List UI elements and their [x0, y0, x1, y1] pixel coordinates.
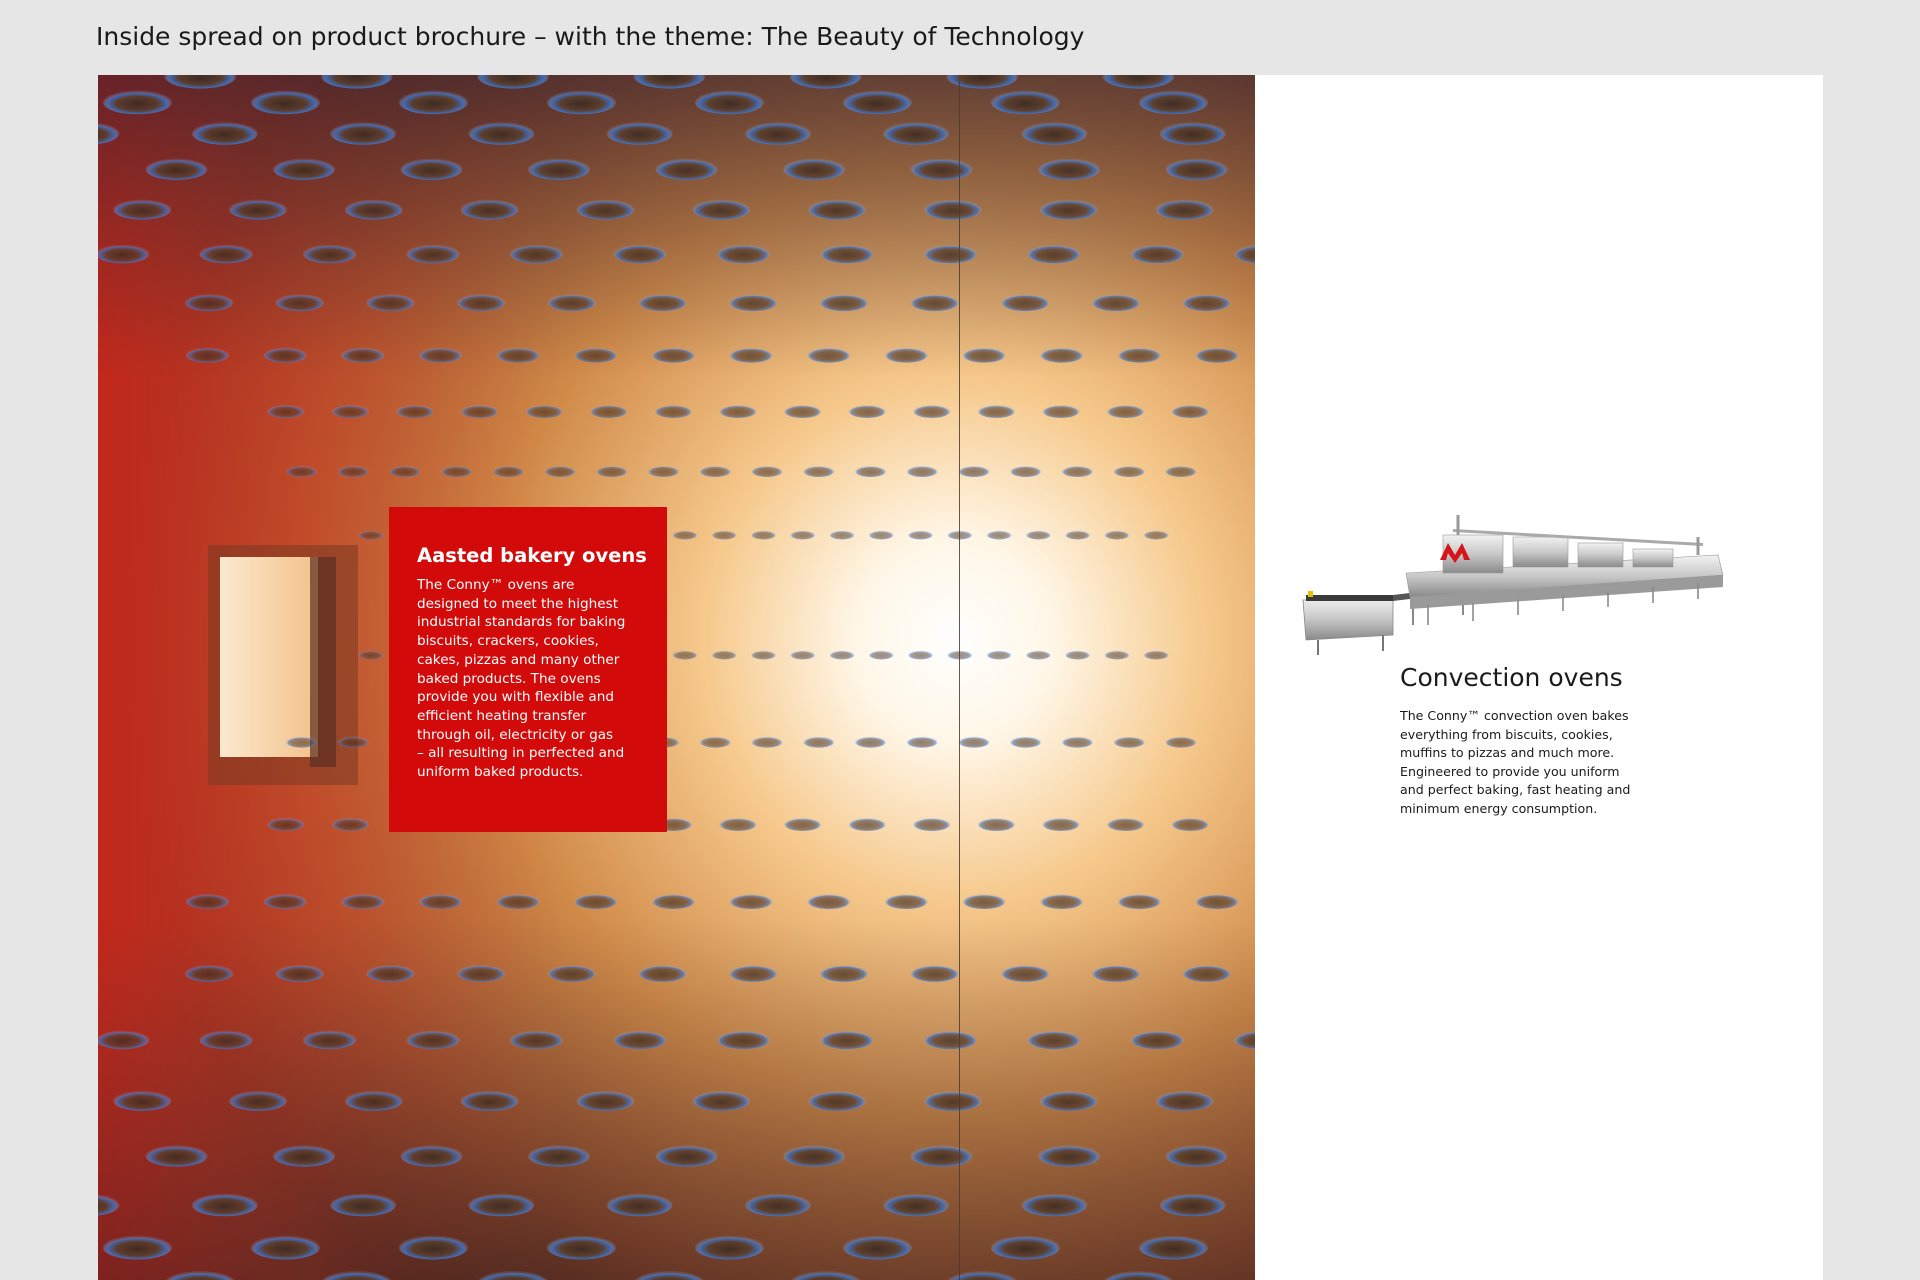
perforation-hole	[1114, 737, 1145, 748]
perforation-hole	[185, 965, 234, 982]
perforation-hole	[576, 1091, 634, 1111]
perforation-hole	[924, 1031, 978, 1050]
perforation-hole	[1156, 1091, 1214, 1111]
perforation-hole	[820, 245, 874, 264]
perforation-hole	[607, 1194, 673, 1217]
perforation-hole	[1165, 466, 1196, 477]
perforation-hole	[911, 159, 973, 180]
perforation-hole	[468, 122, 534, 145]
perforation-hole	[1160, 1194, 1226, 1217]
perforation-hole	[1042, 818, 1080, 831]
perforation-hole	[1010, 737, 1041, 748]
perforation-hole	[907, 466, 938, 477]
perforation-hole	[911, 1145, 973, 1166]
perforation-hole	[991, 91, 1060, 115]
perforation-hole	[461, 405, 499, 418]
perforation-hole	[1026, 531, 1051, 540]
perforation-hole	[338, 737, 369, 748]
brochure-caption: Inside spread on product brochure – with the theme: The Beauty of Technology	[96, 22, 1085, 51]
perforation-hole	[406, 1031, 460, 1050]
perforation-hole	[547, 1236, 616, 1260]
perforation-hole	[590, 405, 628, 418]
perforation-hole	[1027, 245, 1081, 264]
perforation-hole	[493, 466, 524, 477]
perforation-hole	[1062, 737, 1093, 748]
product-body: The Conny™ convection oven bakes everything from biscuits, cookies, muffins to pizzas and much more. Engineered to provide you uniform and perfect baking, fast heating and minimum energy consumption.	[1400, 708, 1631, 816]
page-gutter	[959, 75, 960, 1280]
perforation-hole	[1038, 159, 1100, 180]
perforation-hole	[1040, 348, 1083, 363]
perforation-hole	[400, 1145, 462, 1166]
perforation-hole	[784, 405, 822, 418]
perforation-hole	[700, 737, 731, 748]
perforation-hole	[1144, 531, 1169, 540]
perforation-hole	[1182, 965, 1231, 982]
perforation-hole	[1118, 348, 1161, 363]
perforation-hole	[1022, 122, 1088, 145]
perforation-hole	[544, 466, 575, 477]
perforation-hole	[251, 1236, 320, 1260]
perforation-hole	[186, 894, 229, 909]
perforation-hole	[199, 1031, 253, 1050]
perforation-hole	[978, 818, 1016, 831]
perforation-hole	[885, 348, 928, 363]
perforation-hole	[399, 1236, 468, 1260]
perforation-hole	[656, 159, 718, 180]
perforation-hole	[962, 894, 1005, 909]
perforation-hole	[399, 91, 468, 115]
perforation-hole	[869, 651, 894, 660]
perforation-hole	[652, 894, 695, 909]
perforation-hole	[848, 405, 886, 418]
perforation-hole	[717, 245, 771, 264]
perforation-hole	[913, 405, 951, 418]
oven-interior-photo	[98, 75, 1255, 1280]
perforation-hole	[186, 348, 229, 363]
perforation-hole	[1195, 894, 1238, 909]
perforation-hole	[345, 200, 403, 220]
perforation-hole	[273, 1145, 335, 1166]
perforation-hole	[332, 818, 370, 831]
perforation-hole	[751, 651, 776, 660]
perforation-hole	[848, 818, 886, 831]
perforation-hole	[843, 91, 912, 115]
perforation-hole	[745, 122, 811, 145]
perforation-hole	[1062, 466, 1093, 477]
perforation-hole	[548, 965, 597, 982]
perforation-hole	[613, 245, 667, 264]
perforation-hole	[910, 965, 959, 982]
perforation-hole	[273, 159, 335, 180]
perforation-hole	[267, 405, 305, 418]
perforation-hole	[1027, 1031, 1081, 1050]
perforation-hole	[695, 1236, 764, 1260]
perforation-hole	[1001, 965, 1050, 982]
perforation-hole	[695, 91, 764, 115]
perforation-hole	[729, 294, 778, 311]
perforation-hole	[103, 1236, 172, 1260]
perforation-hole	[991, 1236, 1060, 1260]
perforation-hole	[1010, 466, 1041, 477]
perforation-hole	[907, 737, 938, 748]
perforation-hole	[855, 466, 886, 477]
perforation-hole	[400, 159, 462, 180]
perforation-hole	[908, 651, 933, 660]
perforation-hole	[1104, 531, 1129, 540]
perforation-hole	[229, 1091, 287, 1111]
perforation-hole	[729, 894, 772, 909]
perforation-hole	[528, 159, 590, 180]
perforation-hole	[924, 245, 978, 264]
perforation-hole	[1171, 818, 1209, 831]
perforation-hole	[596, 466, 627, 477]
perforation-hole	[461, 1091, 519, 1111]
perforation-hole	[366, 294, 415, 311]
perforation-hole	[229, 200, 287, 220]
perforation-hole	[655, 405, 693, 418]
perforation-hole	[1144, 651, 1169, 660]
perforation-hole	[1026, 651, 1051, 660]
perforation-hole	[192, 1194, 258, 1217]
perforation-hole	[510, 1031, 564, 1050]
perforation-hole	[286, 466, 317, 477]
perforation-hole	[783, 159, 845, 180]
perforation-hole	[1065, 651, 1090, 660]
perforation-hole	[803, 737, 834, 748]
perforation-hole	[885, 894, 928, 909]
perforation-hole	[607, 122, 673, 145]
perforation-hole	[978, 405, 1016, 418]
perforation-hole	[910, 294, 959, 311]
perforation-hole	[574, 894, 617, 909]
perforation-hole	[510, 245, 564, 264]
perforation-hole	[1038, 1145, 1100, 1166]
perforation-hole	[1040, 200, 1098, 220]
perforation-hole	[1001, 294, 1050, 311]
perforation-hole	[547, 91, 616, 115]
perforation-hole	[1195, 348, 1238, 363]
perforation-hole	[286, 737, 317, 748]
perforation-hole	[264, 894, 307, 909]
perforation-hole	[790, 531, 815, 540]
perforation-hole	[497, 348, 540, 363]
perforation-hole	[1022, 1194, 1088, 1217]
perforation-hole	[358, 651, 383, 660]
perforation-hole	[264, 348, 307, 363]
perforation-hole	[457, 965, 506, 982]
perforation-hole	[332, 405, 370, 418]
perforation-hole	[1114, 466, 1145, 477]
perforation-hole	[820, 294, 869, 311]
perforation-hole	[358, 531, 383, 540]
perforation-hole	[924, 200, 982, 220]
perforation-hole	[869, 531, 894, 540]
perforation-hole	[958, 737, 989, 748]
perforation-hole	[808, 1091, 866, 1111]
perforation-hole	[267, 818, 305, 831]
perforation-hole	[712, 651, 737, 660]
perforation-hole	[807, 894, 850, 909]
perforation-hole	[883, 122, 949, 145]
perforation-hole	[345, 1091, 403, 1111]
perforation-hole	[729, 965, 778, 982]
perforation-hole	[341, 894, 384, 909]
perforation-hole	[751, 737, 782, 748]
perforation-hole	[419, 894, 462, 909]
perforation-hole	[958, 466, 989, 477]
perforation-hole	[908, 531, 933, 540]
perforation-hole	[574, 348, 617, 363]
perforation-hole	[1139, 1236, 1208, 1260]
perforation-hole	[987, 531, 1012, 540]
perforation-hole	[924, 1091, 982, 1111]
perforation-hole	[962, 348, 1005, 363]
perforation-hole	[913, 818, 951, 831]
perforation-hole	[457, 294, 506, 311]
perforation-hole	[784, 818, 822, 831]
perforation-hole	[441, 466, 472, 477]
perforation-hole	[1165, 737, 1196, 748]
perforation-hole	[468, 1194, 534, 1217]
perforation-hole	[1131, 1031, 1185, 1050]
perforation-hole	[1104, 651, 1129, 660]
perforation-hole	[855, 737, 886, 748]
perforation-hole	[672, 531, 697, 540]
perforation-hole	[103, 91, 172, 115]
perforation-hole	[751, 466, 782, 477]
perforation-hole	[275, 965, 324, 982]
perforation-hole	[1042, 405, 1080, 418]
perforation-hole	[808, 200, 866, 220]
perforation-hole	[672, 651, 697, 660]
perforation-hole	[1107, 818, 1145, 831]
product-title: Convection ovens	[1400, 663, 1623, 692]
perforation-hole	[199, 245, 253, 264]
perforation-hole	[113, 200, 171, 220]
perforation-hole	[745, 1194, 811, 1217]
perforation-hole	[341, 348, 384, 363]
perforation-hole	[145, 159, 207, 180]
perforation-hole	[1156, 200, 1214, 220]
perforation-hole	[843, 1236, 912, 1260]
brochure-spread	[98, 75, 1823, 1280]
perforation-hole	[1118, 894, 1161, 909]
perforation-hole	[338, 466, 369, 477]
perforation-hole	[712, 531, 737, 540]
perforation-hole	[1065, 531, 1090, 540]
perforation-hole	[1171, 405, 1209, 418]
perforation-hole	[1092, 294, 1141, 311]
perforation-hole	[1107, 405, 1145, 418]
perforation-hole	[790, 651, 815, 660]
perforation-hole	[648, 466, 679, 477]
perforation-hole	[751, 531, 776, 540]
perforation-hole	[396, 405, 434, 418]
perforation-hole	[830, 531, 855, 540]
perforation-hole	[251, 91, 320, 115]
perforation-hole	[528, 1145, 590, 1166]
perforation-hole	[613, 1031, 667, 1050]
perforation-hole	[98, 245, 149, 264]
perforation-hole	[419, 348, 462, 363]
perforation-hole	[1131, 245, 1185, 264]
perforation-hole	[783, 1145, 845, 1166]
perforation-hole	[330, 1194, 396, 1217]
intro-title: Aasted bakery ovens	[417, 544, 647, 567]
perforation-hole	[98, 1031, 149, 1050]
perforation-hole	[883, 1194, 949, 1217]
convection-oven-image	[1298, 505, 1738, 665]
perforation-hole	[729, 348, 772, 363]
perforation-hole	[656, 1145, 718, 1166]
perforation-hole	[830, 651, 855, 660]
perforation-hole	[303, 1031, 357, 1050]
perforation-hole	[652, 348, 695, 363]
perforation-hole	[1166, 159, 1228, 180]
perforation-hole	[330, 122, 396, 145]
perforation-hole	[719, 818, 757, 831]
perforation-hole	[717, 1031, 771, 1050]
perforation-hole	[497, 894, 540, 909]
perforation-hole	[807, 348, 850, 363]
perforation-hole	[987, 651, 1012, 660]
perforation-hole	[192, 122, 258, 145]
intro-panel	[389, 507, 667, 832]
perforation-hole	[1092, 965, 1141, 982]
perforation-hole	[1182, 294, 1231, 311]
perforation-hole	[406, 245, 460, 264]
perforation-hole	[389, 466, 420, 477]
perforation-hole	[303, 245, 357, 264]
perforation-hole	[803, 466, 834, 477]
perforation-hole	[185, 294, 234, 311]
perforation-hole	[461, 200, 519, 220]
perforation-hole	[719, 405, 757, 418]
perforation-hole	[576, 200, 634, 220]
perforation-hole	[820, 965, 869, 982]
perforation-hole	[692, 1091, 750, 1111]
perforation-hole	[638, 965, 687, 982]
perforation-hole	[638, 294, 687, 311]
perforation-hole	[692, 200, 750, 220]
perforation-hole	[366, 965, 415, 982]
perforation-hole	[1040, 1091, 1098, 1111]
perforation-hole	[525, 405, 563, 418]
perforation-hole	[700, 466, 731, 477]
perforation-hole	[548, 294, 597, 311]
perforation-hole	[275, 294, 324, 311]
intro-body: The Conny™ ovens are designed to meet the highest industrial standards for baking biscuits, crackers, cookies, cakes, pizzas and many other baked products. The ovens provide you with flexible and efficient heating transfer through oil, electricity or gas – all resulting in perfected and uniform baked products.	[417, 577, 626, 781]
perforation-hole	[113, 1091, 171, 1111]
perforation-hole	[145, 1145, 207, 1166]
perforation-hole	[1166, 1145, 1228, 1166]
perforation-hole	[1139, 91, 1208, 115]
perforation-hole	[820, 1031, 874, 1050]
perforation-hole	[1040, 894, 1083, 909]
perforation-hole	[1160, 122, 1226, 145]
